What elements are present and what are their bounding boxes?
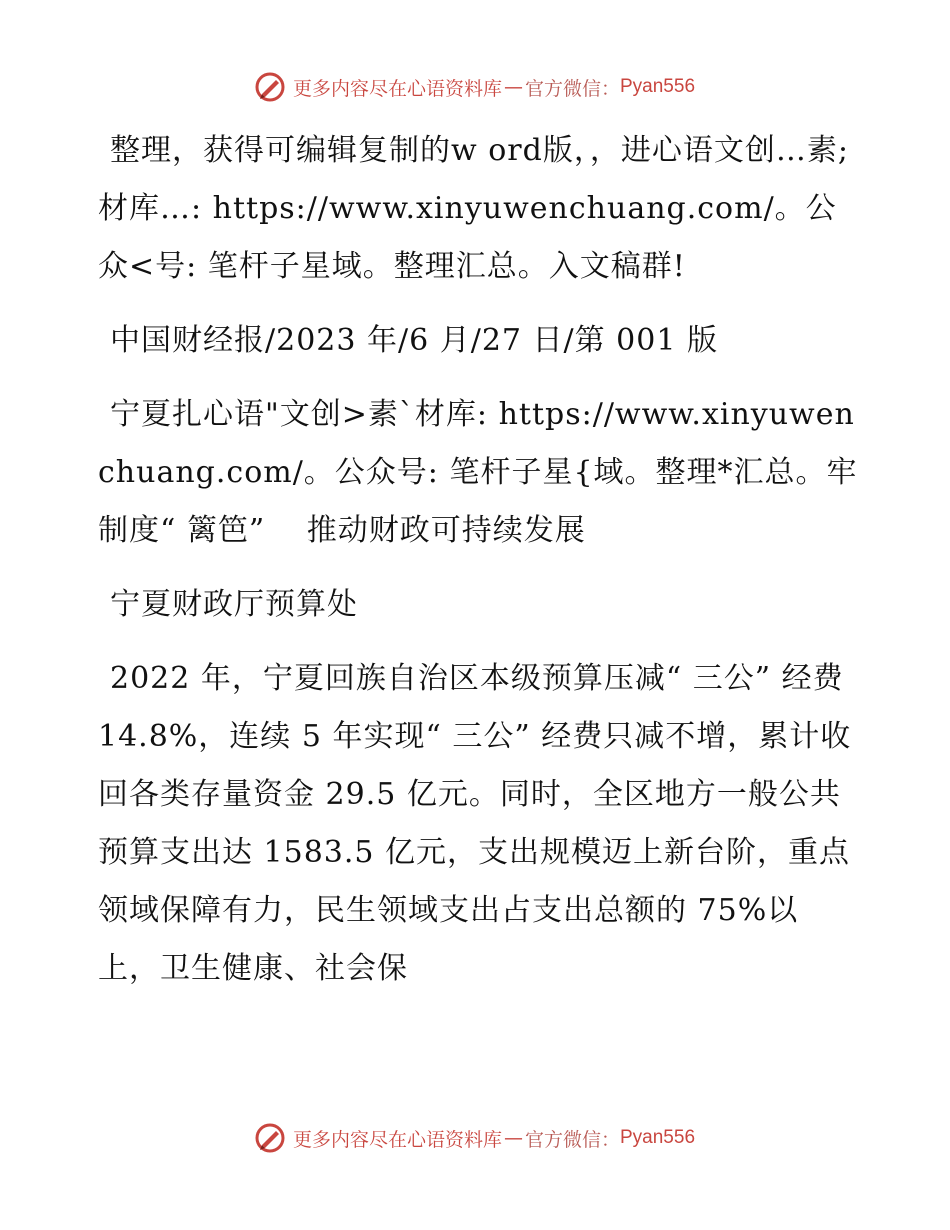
watermark-brand: 更多内容尽在心语资料库 xyxy=(292,77,502,100)
body-text xyxy=(98,122,858,1014)
watermark-dash: — xyxy=(503,76,523,98)
paragraph-title: 宁夏扎心语"文创>素`材库: https://www.xinyuwenchuang.com/。公众号: 笔杆子星{域。整理*汇总。牢制度“ 篱笆” 推动财政可持续发展 xyxy=(98,397,858,548)
footer-watermark xyxy=(0,1123,950,1153)
watermark-id: Pyan556 xyxy=(620,76,696,97)
paragraph-body: 2022 年，宁夏回族自治区本级预算压减“ 三公” 经费 14.8%，连续 5 年实现“ 三公” 经费只减不增，累计收回各类存量资金 29.5 亿元。同时，全区地方一般公共预算支出达 1583.5 亿元，支出规模迈上新台阶，重点领域保障有力，民生领域支出占支出总额的 75%以上，卫生健康、社会保 xyxy=(98,661,852,986)
paragraph-intro: 整理，获得可编辑复制的w ord版，，进心语文创…素;材库…: https://www.xinyuwenchuang.com/。公众<号: 笔杆子星域。整理汇总。入文稿群! xyxy=(98,133,849,284)
paragraph-source: 中国财经报/2023 年/6 月/27 日/第 001 版 xyxy=(110,323,718,358)
paragraph-author: 宁夏财政厅预算处 xyxy=(110,587,358,622)
watermark-sub: 官方微信： xyxy=(524,77,620,100)
watermark-sub: 官方微信： xyxy=(524,1128,620,1151)
watermark-id: Pyan556 xyxy=(620,1127,696,1148)
header-watermark xyxy=(0,72,950,102)
watermark-dash: — xyxy=(503,1127,523,1149)
pen-logo-icon xyxy=(255,1123,285,1153)
pen-logo-icon xyxy=(255,72,285,102)
watermark-brand: 更多内容尽在心语资料库 xyxy=(292,1128,502,1151)
